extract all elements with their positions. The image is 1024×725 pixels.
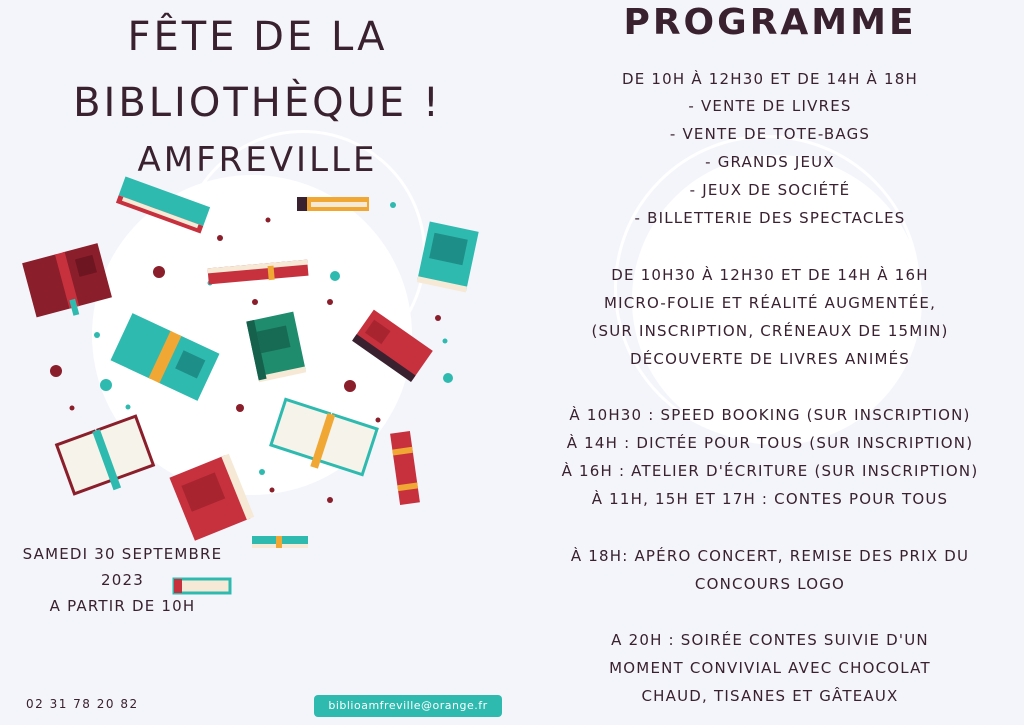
programme-line: (SUR INSCRIPTION, CRÉNEAUX DE 15MIN) <box>591 322 949 340</box>
programme-line: À 11H, 15H ET 17H : CONTES POUR TOUS <box>591 490 949 508</box>
programme-line: A 20H : SOIRÉE CONTES SUIVIE D'UN <box>611 631 929 649</box>
email-badge[interactable]: biblioamfreville@orange.fr <box>314 695 502 717</box>
programme-line: À 16H : ATELIER D'ÉCRITURE (SUR INSCRIPTION) <box>561 462 979 480</box>
programme-line: - VENTE DE LIVRES <box>688 97 852 115</box>
programme-line: À 14H : DICTÉE POUR TOUS (SUR INSCRIPTION) <box>566 434 974 452</box>
programme-line: MOMENT CONVIVIAL AVEC CHOCOLAT <box>609 659 931 677</box>
event-date: SAMEDI 30 SEPTEMBRE <box>22 545 223 563</box>
programme-line: À 18H: APÉRO CONCERT, REMISE DES PRIX DU <box>570 547 970 565</box>
event-year: 2023 <box>101 571 144 589</box>
programme-line: CONCOURS LOGO <box>694 575 846 593</box>
programme-line: - VENTE DE TOTE-BAGS <box>669 125 871 143</box>
title-line-2: BIBLIOTHÈQUE ! <box>73 80 442 126</box>
programme-title: PROGRAMME <box>623 2 917 43</box>
flying-books-icon <box>0 0 520 620</box>
programme-line: CHAUD, TISANES ET GÂTEAUX <box>641 687 899 705</box>
programme-line: DÉCOUVERTE DE LIVRES ANIMÉS <box>629 350 911 368</box>
event-start-time: A PARTIR DE 10H <box>49 597 196 615</box>
programme-line: MICRO-FOLIE ET RÉALITÉ AUGMENTÉE, <box>603 294 937 312</box>
programme-line: DE 10H À 12H30 ET DE 14H À 18H <box>622 70 918 88</box>
phone-number: 02 31 78 20 82 <box>26 697 139 711</box>
programme-line: - JEUX DE SOCIÉTÉ <box>689 181 851 199</box>
programme-line: - GRANDS JEUX <box>705 153 835 171</box>
title-line-1: FÊTE DE LA <box>127 14 388 60</box>
programme-line: À 10H30 : SPEED BOOKING (SUR INSCRIPTION) <box>569 406 971 424</box>
programme-line: - BILLETTERIE DES SPECTACLES <box>634 209 906 227</box>
title-line-3: AMFREVILLE <box>137 140 378 180</box>
programme-line: DE 10H30 À 12H30 ET DE 14H À 16H <box>611 266 929 284</box>
